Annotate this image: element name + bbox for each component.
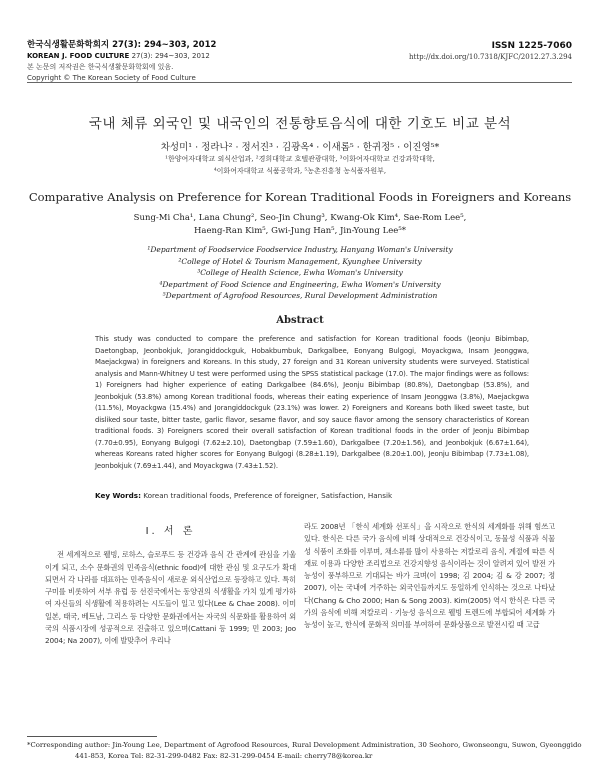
body-paragraph: 전 세계적으로 웰빙, 로하스, 슬로푸드 등 건강과 음식 간 관계에 관심을 기울이게 되고, 소수 문화권의 민족음식(ethnic food)에 대한 관심 및 요구도가 확대되면서 각 나라를 대표하는 민족음식이 새로운 외식산업으로 등장하고 있다. 특히 구미를 비롯하여 서부 유럽 등 선진국에서는 동양권의 식생활을 가치 있게 평가하여 자신들의 식생활에 적용하려는 시도들이 일고 있다(Lee & Chae 2008). 이미 일본, 태국, 베트남, 그리스 등 다양한 문화권에서는 자국의 식문화를 활용하여 외국의 식품시장에 성공적으로 진출하고 있으며(Cattani 등 1999; 민 2003; Joo 2004; Na 2007), 이에 발맞추어 우리나 bbox=[45, 550, 296, 646]
footnote-line: *Corresponding author: Jin-Young Lee, Department of Agrofood Resources, Rural Development Administration, 30 Seohoro, Gwonseongu, Suwon, Gyeonggido bbox=[27, 741, 582, 749]
corresponding-author-footnote bbox=[27, 740, 587, 762]
body-column-left bbox=[45, 526, 296, 648]
title-english: Comparative Analysis on Preference for Korean Traditional Foods in Foreigners and Koreans bbox=[28, 190, 572, 204]
journal-name-en: KOREAN J. FOOD CULTURE bbox=[27, 52, 130, 60]
journal-volume-en: 27(3): 294~303, 2012 bbox=[129, 52, 210, 60]
journal-header-right bbox=[409, 40, 572, 63]
body-column-right bbox=[304, 521, 555, 632]
affiliation-en-line: ³College of Health Science, Ewha Woman's University bbox=[197, 268, 403, 277]
author-en-line: Haeng-Ran Kim⁵, Gwi-Jung Han⁵, Jin-Young Lee⁵* bbox=[194, 225, 406, 236]
keywords bbox=[95, 491, 535, 500]
affiliation-kr-line: ¹한양여자대학교 외식산업과, ²경희대학교 호텔관광대학, ³이화여자대학교 건강과학대학, bbox=[165, 155, 435, 163]
doi-link[interactable]: http://dx.doi.org/10.7318/KJFC/2012.27.3.294 bbox=[408, 53, 572, 61]
affiliation-en-line: ⁴Department of Food Science and Engineering, Ewha Women's University bbox=[159, 279, 441, 289]
authors-english bbox=[0, 212, 600, 237]
footnote-line: 441-853, Korea Tel: 82-31-299-0482 Fax: 82-31-299-0454 E-mail: cherry78@korea.kr bbox=[75, 752, 373, 760]
header-divider bbox=[27, 82, 572, 83]
title-korean: 국내 체류 외국인 및 내국인의 전통향토음식에 대한 기호도 비교 분석 bbox=[88, 116, 512, 132]
abstract-text: This study was conducted to compare the preference and satisfaction for Korean traditional foods (Jeonju Bibimbap, Daetongbap, Jeonbokjuk, Jorangiddockguk, Hobakbumbuk, Darkgalbee, Eonyang Bulgogi, Moyackgwa, Insam Jeonggwa, Maejackgwa) in foreigners and Koreans. In this study, 27 foreign and 31 Korean university students were surveyed. Statistical analysis and Mann-Whitney U test were performed using the SPSS statistical package (17.0). The major findings were as follows: 1) Foreigners had higher experience of eating Darkgalbee (84.6%), Jeonju Bibimbap (80.8%), Daetongbap (53.8%), and Jeonbokjuk (53.8%) among Korean traditional foods, whereas their eating experience of Insam Jeonggwa (3.8%), Maejackgwa (11.5%), Moyackgwa (15.4%) and Jorangiddockguk (23.1%) was lower. 2) Foreigners and Koreans both liked sweet taste, but disliked sour taste, bitter taste, garlic flavor, sesame flavor, and soy sauce flavor among the sensory characteristics of Korean traditional foods. 3) Foreigners scored their overall satisfaction of Korean traditional foods in the order of Jeonju Bibimbap (7.70±0.95), Eonyang Bulgogi (7.62±2.10), Daetongbap (7.59±1.60), Darkgalbee (7.20±1.56), and Jeonbokjuk (6.67±1.64), whereas Koreans rated higher scores for Eonyang Bulgogi (8.28±1.19), Darkgalbee (8.20±1.00), Jeonju Bibimbap (7.73±1.08), Jeonbokjuk (7.69±1.44), and Moyackgwa (7.43±1.52). bbox=[95, 335, 529, 471]
affiliations-korean bbox=[0, 153, 600, 177]
keywords-text: Korean traditional foods, Preference of foreigner, Satisfaction, Hansik bbox=[140, 491, 393, 500]
journal-citation-kr: 한국식생활문화학회지 27(3): 294~303, 2012 bbox=[27, 40, 217, 50]
affiliation-en-line: ⁵Department of Agrofood Resources, Rural Development Administration bbox=[162, 291, 438, 300]
affiliation-en-line: ¹Department of Foodservice Foodservice Industry, Hanyang Woman's University bbox=[147, 245, 453, 254]
keywords-label: Key Words: bbox=[95, 491, 141, 500]
copyright-en: Copyright © The Korean Society of Food Culture bbox=[27, 74, 196, 82]
issn: ISSN 1225-7060 bbox=[491, 41, 572, 51]
copyright-kr: 본 논문의 저작권은 한국식생활문화학회에 있음. bbox=[27, 63, 174, 71]
affiliation-kr-line: ⁴이화여자대학교 식품공학과, ⁵농촌진흥청 농식품자원부, bbox=[213, 167, 387, 175]
author-en-line: Sung-Mi Cha¹, Lana Chung², Seo-Jin Chung³, Kwang-Ok Kim⁴, Sae-Rom Lee⁵, bbox=[133, 213, 467, 223]
affiliations-english bbox=[0, 244, 600, 302]
body-paragraph: 라도 2008년 「한식 세계화 선포식」을 시작으로 한식의 세계화를 위해 힘쓰고 있다. 한식은 다른 국가 음식에 비해 상대적으로 건강식이고, 동물성 식품과 식물성 식품이 조화를 이루며, 채소류를 많이 사용하는 저칼로리 음식, 계절에 따른 식재료 이용과 다양한 조리법으로 건강지향성 음식이라는 것이 알려져 있어 발전 가능성이 풍부하므로 기대되는 바가 크며(이 1998; 김 2004; 김 & 강 2007; 정 2007), 이는 국내에 거주하는 외국인들까지도 동일하게 인식하는 것으로 나타났다(Chang & Cho 2000; Han & Song 2003). Kim(2005) 역시 한식은 다른 국가의 음식에 비해 저칼로리 · 기능성 음식으로 웰빙 트렌드에 부합되어 세계화 가능성이 높고, 한식에 문화적 의미를 부여하여 문화상품으로 발전시킬 때 고급 bbox=[304, 522, 555, 630]
abstract-heading: Abstract bbox=[276, 315, 324, 326]
section-heading: I. 서 론 bbox=[145, 526, 196, 537]
footnote-divider bbox=[27, 736, 157, 737]
affiliation-en-line: ²College of Hotel & Tourism Management, Kyunghee University bbox=[178, 256, 422, 266]
authors-korean: 차성미¹ · 정라나² · 정서진³ · 김광옥⁴ · 이새롬⁵ · 한귀정⁵ · 이진영⁵* bbox=[160, 142, 440, 153]
journal-header-left bbox=[27, 40, 216, 84]
journal-citation-en bbox=[27, 51, 216, 62]
